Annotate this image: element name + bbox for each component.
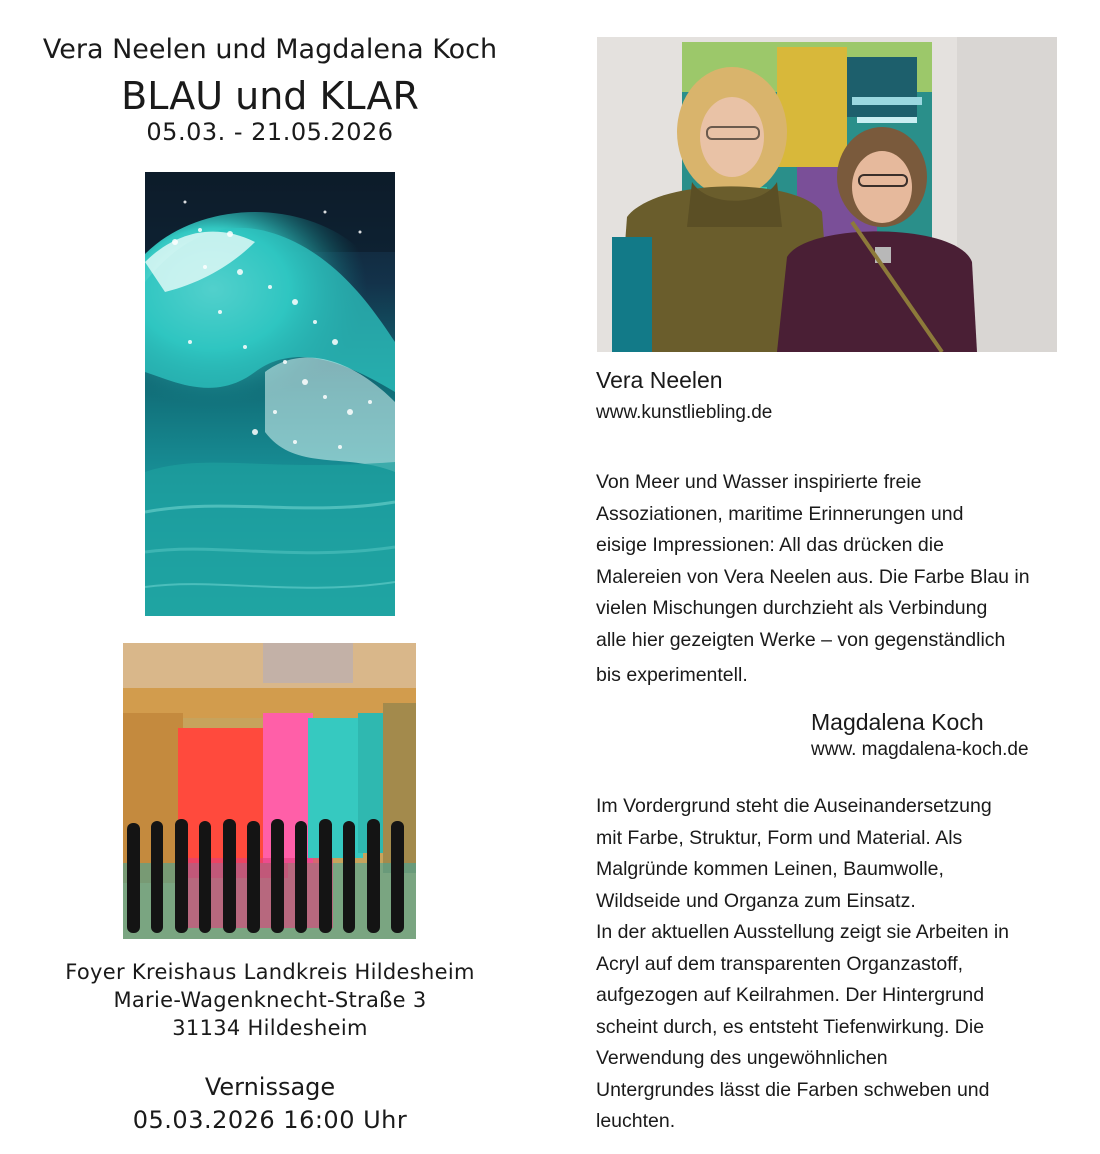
vera-text-line: Malereien von Vera Neelen aus. Die Farbe Blau in (596, 565, 1030, 588)
vera-neelen-description (596, 467, 1076, 692)
magdalena-text-line: Acryl auf dem transparenten Organzastoff, (596, 952, 964, 975)
vera-text-line: alle hier gezeigten Werke – von gegenständlich (596, 628, 1006, 651)
magdalena-koch-url[interactable]: www. magdalena-koch.de (811, 739, 1029, 760)
vera-text-line: Von Meer und Wasser inspirierte freie (596, 471, 922, 493)
vernissage-label: Vernissage (204, 1073, 336, 1101)
vernissage-datetime: 05.03.2026 16:00 Uhr (132, 1106, 408, 1134)
artists-photo (597, 37, 1057, 352)
magdalena-text-line: In der aktuellen Ausstellung zeigt sie Arbeiten in (596, 921, 1010, 943)
venue-line-2: Marie-Wagenknecht-Straße 3 (113, 988, 427, 1012)
vera-text-line: vielen Mischungen durchzieht als Verbindung (596, 597, 988, 619)
magdalena-text-line: leuchten. (596, 1110, 676, 1132)
venue-line-3: 31134 Hildesheim (172, 1016, 368, 1040)
abstract-painting-image (123, 643, 416, 939)
exhibition-dates: 05.03. - 21.05.2026 (146, 118, 394, 146)
artists-photo-image (597, 37, 1057, 352)
magdalena-text-line: Malgründe kommen Leinen, Baumwolle, (596, 858, 944, 880)
magdalena-koch-name: Magdalena Koch (811, 709, 984, 735)
magdalena-text-line: Verwendung des ungewöhnlichen (596, 1047, 888, 1069)
abstract-painting (123, 643, 416, 939)
venue-line-1: Foyer Kreishaus Landkreis Hildesheim (65, 960, 475, 984)
magdalena-text-line: Untergrundes lässt die Farben schweben und (596, 1078, 990, 1101)
wave-painting (145, 172, 395, 616)
magdalena-text-line: mit Farbe, Struktur, Form und Material. Als (596, 826, 963, 849)
magdalena-text-line: aufgezogen auf Keilrahmen. Der Hintergrund (596, 984, 985, 1006)
vera-neelen-url[interactable]: www.kunstliebling.de (596, 402, 773, 423)
vera-text-line: bis experimentell. (596, 664, 748, 686)
vera-text-line: eisige Impressionen: All das drücken die (596, 534, 944, 556)
magdalena-text-line: Im Vordergrund steht die Auseinandersetzung (596, 795, 992, 817)
magdalena-text-line: Wildseide und Organza zum Einsatz. (596, 889, 916, 912)
vera-neelen-name: Vera Neelen (596, 367, 723, 393)
magdalena-text-line: scheint durch, es entsteht Tiefenwirkung. Die (596, 1015, 985, 1038)
exhibition-title: BLAU und KLAR (121, 74, 419, 118)
wave-painting-image (145, 172, 395, 616)
artists-heading: Vera Neelen und Magdalena Koch (42, 34, 498, 65)
magdalena-koch-description (596, 791, 1076, 1138)
vera-text-line: Assoziationen, maritime Erinnerungen und (596, 502, 964, 525)
